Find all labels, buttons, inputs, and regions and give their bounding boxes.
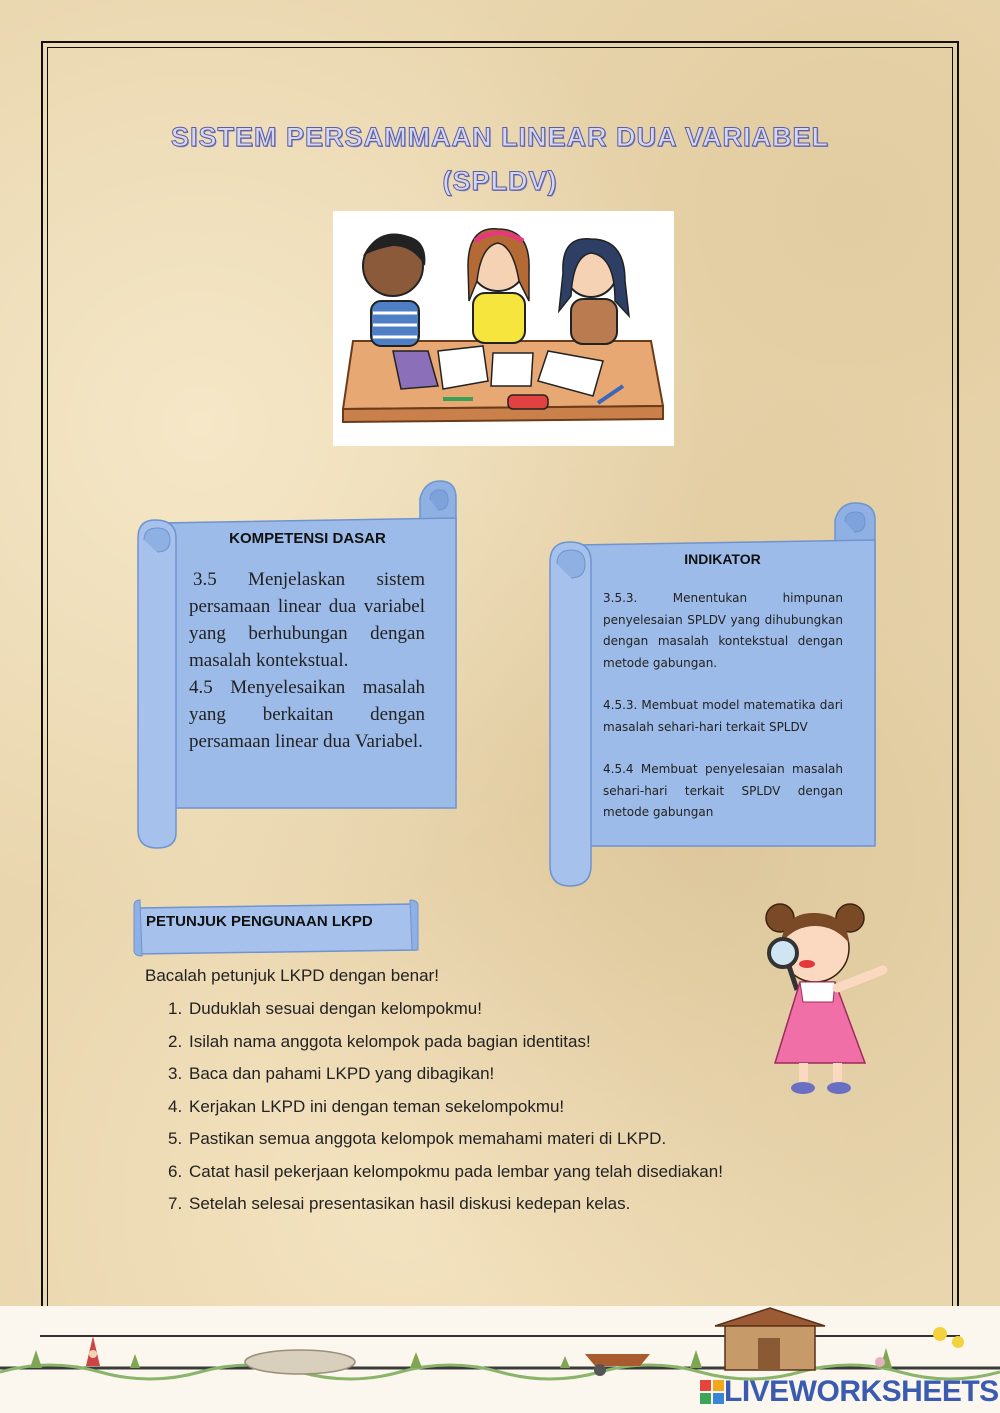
page-title-abbreviation: (SPLDV)	[442, 166, 558, 196]
list-item	[168, 1128, 723, 1161]
step-text: Duduklah sesuai dengan kelompokmu!	[189, 999, 482, 1018]
liveworksheets-logo[interactable]	[700, 1375, 999, 1409]
indikator-body	[603, 588, 843, 845]
indikator-item: 4.5.4 Membuat penyelesaian masalah sehari-hari terkait SPLDV dengan metode gabungan	[603, 762, 843, 819]
step-text: Isilah nama anggota kelompok pada bagian identitas!	[189, 1031, 591, 1051]
list-item	[168, 1031, 723, 1064]
step-number: 6.	[168, 1161, 183, 1181]
kompetensi-item: 3.5 Menjelaskan sistem persamaan linear dua variabel yang berhubungan dengan masalah kontekstual.	[189, 569, 425, 671]
list-item	[168, 1063, 723, 1096]
students-studying-illustration	[333, 211, 674, 446]
step-number: 5.	[168, 1129, 183, 1148]
liveworksheets-icon	[700, 1380, 724, 1404]
kompetensi-heading: KOMPETENSI DASAR	[229, 530, 386, 547]
step-text: Kerjakan LKPD ini dengan teman sekelompokmu!	[189, 1096, 565, 1116]
list-item	[168, 1096, 723, 1129]
indikator-item: 3.5.3. Menentukan himpunan penyelesaian SPLDV yang dihubungkan dengan masalah kontekstual dengan metode gabungan.	[603, 591, 843, 670]
kompetensi-body	[189, 566, 425, 755]
step-number: 3.	[168, 1064, 183, 1083]
step-text: Setelah selesai presentasikan hasil diskusi kedepan kelas.	[189, 1194, 631, 1213]
step-number: 4.	[168, 1096, 183, 1116]
step-text: Catat hasil pekerjaan kelompokmu pada lembar yang telah disediakan!	[189, 1161, 723, 1181]
page-title: SISTEM PERSAMMAAN LINEAR DUA VARIABEL	[170, 122, 829, 152]
step-text: Baca dan pahami LKPD yang dibagikan!	[189, 1064, 495, 1083]
girl-magnifier-illustration	[755, 898, 905, 1098]
list-item	[168, 998, 723, 1031]
indikator-heading: INDIKATOR	[684, 551, 761, 567]
petunjuk-steps	[168, 998, 723, 1226]
petunjuk-heading: PETUNJUK PENGUNAAN LKPD	[146, 913, 373, 930]
step-number: 7.	[168, 1194, 183, 1213]
liveworksheets-wordmark: LIVEWORKSHEETS	[724, 1375, 999, 1408]
petunjuk-intro: Bacalah petunjuk LKPD dengan benar!	[145, 966, 439, 985]
step-number: 2.	[168, 1031, 183, 1051]
list-item	[168, 1193, 723, 1226]
list-item	[168, 1161, 723, 1194]
kompetensi-item: 4.5 Menyelesaikan masalah yang berkaitan dengan persamaan linear dua Variabel.	[189, 677, 425, 752]
step-number: 1.	[168, 999, 183, 1018]
step-text: Pastikan semua anggota kelompok memahami materi di LKPD.	[189, 1129, 667, 1148]
indikator-item: 4.5.3. Membuat model matematika dari masalah sehari-hari terkait SPLDV	[603, 698, 843, 734]
